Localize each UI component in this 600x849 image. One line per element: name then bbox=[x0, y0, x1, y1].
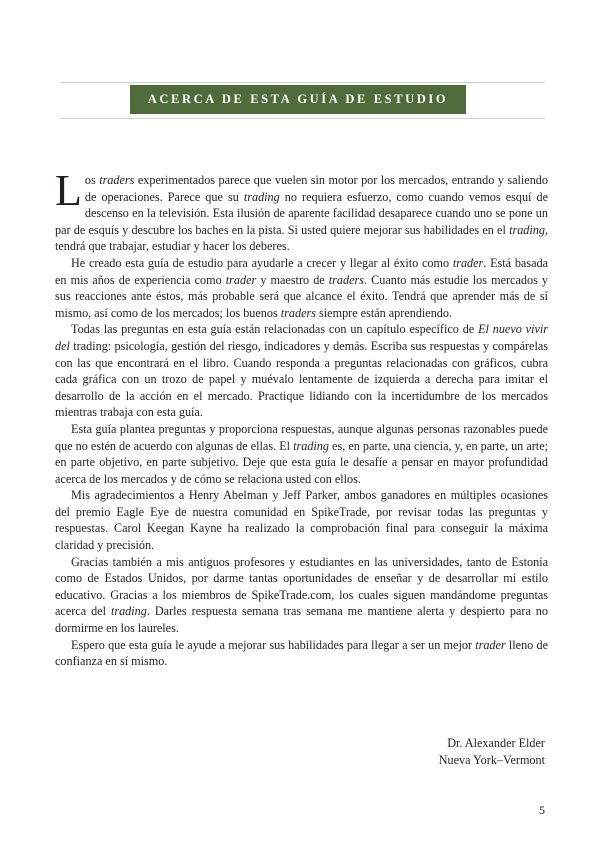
paragraph-2: He creado esta guía de estudio para ayudarle a crecer y llegar al éxito como trader. Está basada en mis años de experiencia como trader y maestro de traders. Cuanto más estudie los mercados y sus reacciones ante éstos, más probable será que alcance el éxito. Tendrá que aprender más de sí mismo, así como de los mercados; los buenos traders siempre están aprendiendo. bbox=[55, 255, 548, 320]
signature-block bbox=[439, 735, 545, 769]
drop-cap: L bbox=[55, 166, 82, 215]
page-number: 5 bbox=[539, 803, 545, 817]
chapter-title: ACERCA DE ESTA GUÍA DE ESTUDIO bbox=[147, 92, 449, 106]
paragraph-7: Espero que esta guía le ayude a mejorar sus habilidades para llegar a ser un mejor trader lleno de confianza en sí mismo. bbox=[55, 637, 548, 669]
header-rule-top bbox=[60, 82, 545, 83]
author-name: Dr. Alexander Elder bbox=[447, 736, 545, 750]
header-rule-bottom bbox=[60, 118, 545, 119]
paragraph-4: Esta guía plantea preguntas y proporciona respuestas, aunque algunas personas razonables puede que no estén de acuerdo con algunas de ellas. El trading es, en parte, una ciencia, y, en parte, un arte; en parte objetivo, en parte subjetivo. Deje que esta guía le desafíe a pensar en mayor profundidad acerca de los mercados y de cómo se relaciona usted con ellos. bbox=[55, 421, 548, 486]
body-text bbox=[55, 166, 548, 670]
paragraph-1: Los traders experimentados parece que vuelen sin motor por los mercados, entrando y saliendo de operaciones. Parece que su trading no requiera esfuerzo, como cuando vemos esquí de descenso en la televisión. Esta ilusión de aparente facilidad desaparece cuando uno se pone un par de esquís y descubre los baches en la pista. Si usted quiere mejorar sus habilidades en el trading, tendrá que trabajar, estudiar y hacer los deberes. bbox=[55, 166, 548, 254]
chapter-title-banner bbox=[130, 85, 466, 114]
author-place: Nueva York–Vermont bbox=[438, 753, 545, 767]
paragraph-5: Mis agradecimientos a Henry Abelman y Jeff Parker, ambos ganadores en múltiples ocasiones del premio Eagle Eye de nuestra comunidad en SpikeTrade, por revisar todas las preguntas y respuestas. Carol Keegan Kayne ha realizado la comprobación final para conseguir la máxima claridad y precisión. bbox=[55, 488, 548, 553]
paragraph-3: Todas las preguntas en esta guía están relacionadas con un capítulo específico de El nuevo vivir del trading: psicología, gestión del riesgo, indicadores y demás. Escriba sus respuestas y compárelas con las que encontrará en el libro. Cuando responda a preguntas relacionadas con gráficos, cubra cada gráfica con un trozo de papel y muévalo lentamente de izquierda a derecha para imitar el desarrollo de la acción en el mercado. Practique lidiando con la incertidumbre de los mercados mientras trabaja con esta guía. bbox=[55, 322, 548, 420]
paragraph-6: Gracias también a mis antiguos profesores y estudiantes en las universidades, tanto de Estonia como de Estados Unidos, por darme tantas oportunidades de enseñar y de desarrollar mi estilo educativo. Gracias a los miembros de SpikeTrade.com, los cuales siguen mandándome preguntas acerca del trading. Darles respuesta semana tras semana me mantiene alerta y despierto para no dormirme en los laureles. bbox=[55, 554, 548, 636]
